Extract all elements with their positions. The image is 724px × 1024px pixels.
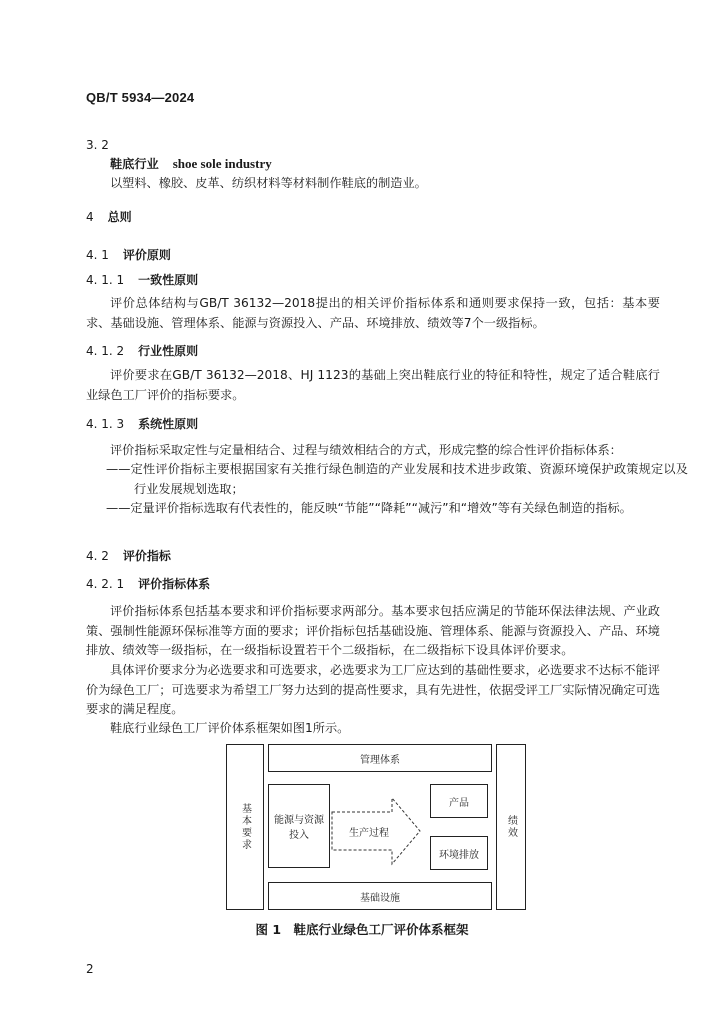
production-process-label: 生产过程 — [349, 828, 389, 839]
section-number: 4. 1 — [86, 248, 109, 262]
term-definition: 以塑料、橡胶、皮革、纺织材料等材料制作鞋底的制造业。 — [110, 176, 427, 190]
term-line — [110, 155, 272, 172]
section-title: 总则 — [107, 210, 132, 224]
product-box: 产品 — [430, 784, 488, 818]
term-cn: 鞋底行业 — [110, 157, 159, 171]
section-title: 一致性原则 — [138, 273, 199, 287]
emission-box: 环境排放 — [430, 836, 488, 870]
section-title: 系统性原则 — [138, 417, 199, 431]
basic-requirements-box: 基本要求 — [226, 744, 264, 910]
section-4-1-1-text: 评价总体结构与GB/T 36132—2018提出的相关评价指标体系和通则要求保持一致，包括：基本要求、基础设施、管理体系、能源与资源投入、产品、环境排放、绩效等7个一级指标。 — [86, 296, 660, 330]
page-number: 2 — [86, 962, 94, 976]
section-number: 4 — [86, 210, 94, 224]
figure-caption: 图 1 鞋底行业绿色工厂评价体系框架 — [255, 922, 469, 937]
section-4-1-3-heading — [86, 415, 198, 432]
performance-box: 绩效 — [496, 744, 526, 910]
section-title: 评价指标体系 — [138, 577, 211, 591]
section-title: 行业性原则 — [138, 344, 199, 358]
section-4-2-heading — [86, 547, 171, 564]
section-4-2-1-para-3: 鞋底行业绿色工厂评价体系框架如图1所示。 — [110, 721, 350, 735]
infrastructure-box: 基础设施 — [268, 882, 492, 910]
section-4-2-1-para-1: 评价指标体系包括基本要求和评价指标要求两部分。基本要求包括应满足的节能环保法律法规、产业政策、强制性能源环保标准等方面的要求；评价指标包括基础设施、管理体系、能源与资源投入、产品、环境排放、绩效等一级指标，在一级指标设置若干个二级指标，在二级指标下设具体评价要求。 — [86, 604, 660, 658]
section-4-1-heading — [86, 246, 171, 263]
framework-diagram — [226, 744, 526, 910]
section-4-1-2-text: 评价要求在GB/T 36132—2018、HJ 1123的基础上突出鞋底行业的特征和特性，规定了适合鞋底行业绿色工厂评价的指标要求。 — [86, 368, 660, 402]
standard-code: QB/T 5934—2024 — [86, 90, 195, 105]
energy-resource-input-box: 能源与资源投入 — [268, 784, 330, 868]
dash-item-qualitative: ——定性评价指标主要根据国家有关推行绿色制造的产业发展和技术进步政策、资源环境保护政策规定以及行业发展规划选取； — [106, 462, 688, 496]
section-4-2-1-heading — [86, 575, 210, 592]
section-title: 评价原则 — [122, 248, 171, 262]
management-system-box: 管理体系 — [268, 744, 492, 772]
section-number: 4. 2 — [86, 549, 109, 563]
section-number: 4. 1. 1 — [86, 273, 125, 287]
section-title: 评价指标 — [122, 549, 171, 563]
section-4-heading — [86, 208, 132, 225]
section-4-1-1-heading — [86, 271, 198, 288]
section-3-2-number: 3. 2 — [86, 138, 109, 152]
dash-item-quantitative: ——定量评价指标选取有代表性的，能反映“节能”“降耗”“减污”和“增效”等有关绿色制造的指标。 — [106, 501, 632, 515]
section-number: 4. 1. 3 — [86, 417, 125, 431]
section-number: 4. 1. 2 — [86, 344, 125, 358]
term-en: shoe sole industry — [172, 156, 272, 171]
section-4-1-2-heading — [86, 342, 198, 359]
section-number: 4. 2. 1 — [86, 577, 125, 591]
section-4-1-3-text: 评价指标采取定性与定量相结合、过程与绩效相结合的方式，形成完整的综合性评价指标体系： — [110, 443, 622, 457]
section-4-2-1-para-2: 具体评价要求分为必选要求和可选要求，必选要求为工厂应达到的基础性要求，必选要求不达标不能评价为绿色工厂；可选要求为希望工厂努力达到的提高性要求，具有先进性，依据受评工厂实际情况确定可选要求的满足程度。 — [86, 663, 660, 717]
